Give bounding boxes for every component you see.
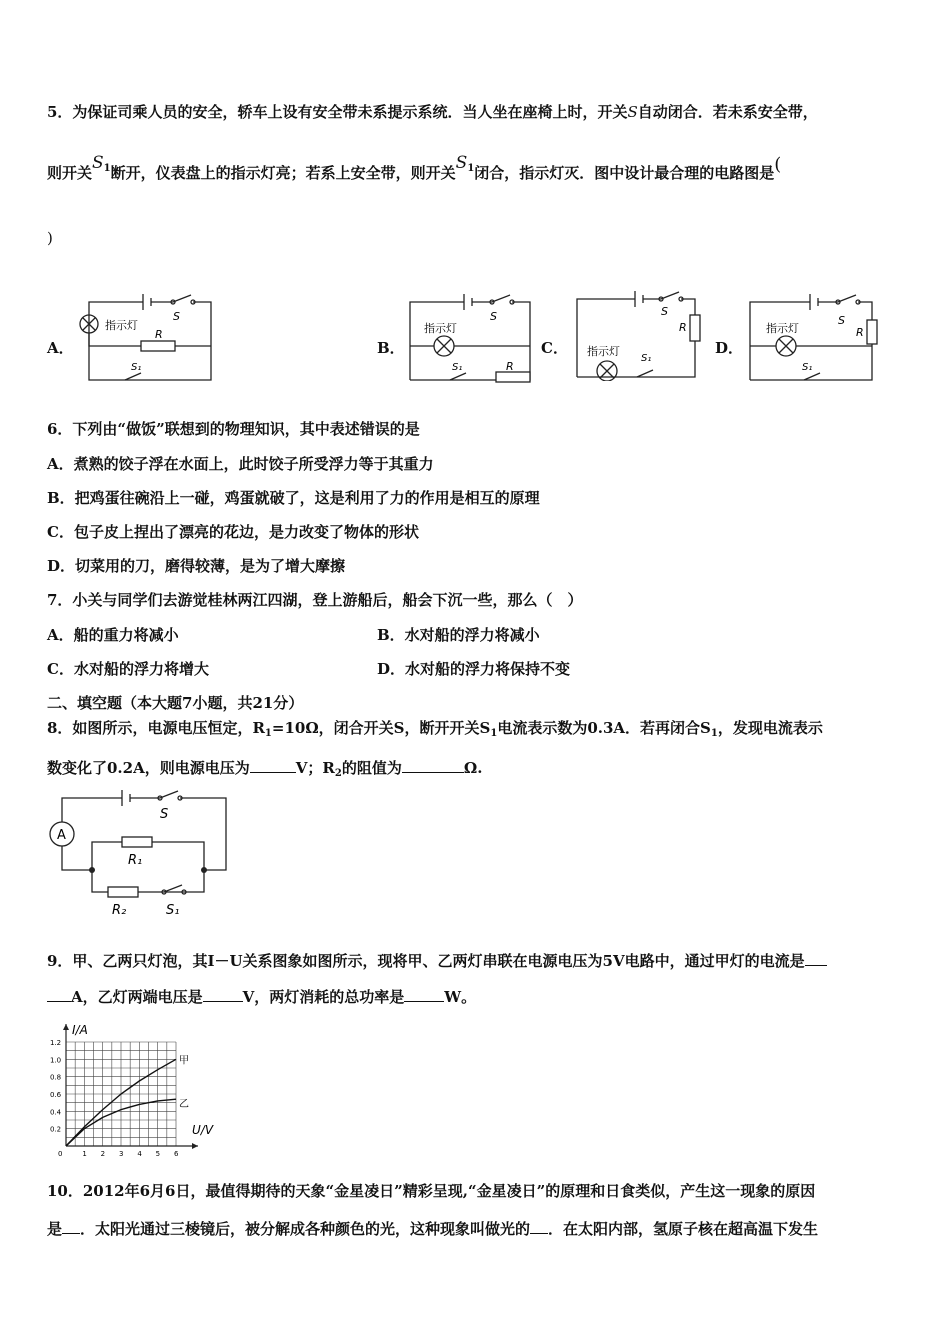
q8-s-label: S (160, 807, 169, 822)
q5-option-c-label: C． (541, 339, 568, 357)
q7-option-a: A．船的重力将减小 (47, 626, 179, 644)
q5-circuit-b (404, 292, 534, 384)
q9-y-tick-label: 1.2 (50, 1039, 62, 1047)
q5b-lamp-label: 指示灯 (424, 322, 457, 335)
q9-x-arrow (192, 1143, 198, 1149)
q9-x-tick-label: 1 (82, 1150, 87, 1158)
q5c-s-label: S (661, 305, 668, 318)
q8-ammeter-label: A (57, 828, 66, 843)
q8-circuit (44, 786, 244, 918)
q5a-s-label: S (173, 310, 180, 323)
q8-sub-r1: 1 (264, 728, 272, 739)
q6-option-a: A．煮熟的饺子浮在水面上，此时饺子所受浮力等于其重力 (47, 455, 434, 473)
q5-circuit-a (75, 292, 215, 384)
q9-y-tick-label: 1.0 (50, 1056, 62, 1065)
q9-iu-chart (44, 1016, 214, 1158)
q5b-s1-label: S₁ (452, 362, 463, 373)
q9-y-axis-label: I/A (72, 1023, 88, 1037)
q7-option-b: B．水对船的浮力将减小 (377, 626, 540, 644)
q5-text-2c: 闭合，指示灯灭．图中设计最合理的电路图是 (474, 164, 775, 182)
q5-paren-open: ( (774, 154, 782, 175)
q5d-lamp-label: 指示灯 (766, 322, 799, 335)
q8-blank-voltage[interactable] (250, 757, 296, 773)
q5d-r-label: R (856, 326, 864, 339)
q9-blank-voltage[interactable] (203, 986, 243, 1002)
q9-series-label-2: 乙 (179, 1099, 189, 1111)
q5-text-1b: 自动闭合．若未系安全带， (637, 103, 818, 121)
q5-text-2b: 断开，仪表盘上的指示灯亮；若系上安全带，则开关 (110, 164, 456, 182)
q8-text-2b: V；R (295, 759, 335, 777)
q5c-lamp-label: 指示灯 (587, 345, 620, 358)
q8-r1-label: R₁ (128, 853, 143, 868)
q6-option-b: B．把鸡蛋往碗沿上一碰，鸡蛋就破了，这是利用了力的作用是相互的原理 (47, 489, 540, 507)
q7-stem: 7．小关与同学们去游觉桂林两江四湖，登上游船后，船会下沉一些，那么（ ） (47, 591, 583, 609)
q9-text-2a: A，乙灯两端电压是 (71, 988, 203, 1006)
q8-blank-resistance[interactable] (402, 757, 464, 773)
q8-sub-r2: 2 (334, 768, 342, 779)
q5b-r-label: R (506, 360, 514, 373)
q5-circuit-c (573, 289, 703, 381)
q9-blank-current-b[interactable] (47, 986, 71, 1002)
q10-blank-phenomenon[interactable] (530, 1218, 548, 1234)
q8-text-2d: Ω. (463, 759, 483, 777)
q9-y-tick-label: 0.2 (50, 1125, 62, 1134)
q9-x-tick-label: 6 (174, 1150, 179, 1158)
q5-text-2a: 则开关 (47, 164, 93, 182)
q9-blank-power[interactable] (404, 986, 444, 1002)
q8-text-1a: 8．如图所示，电源电压恒定，R (47, 719, 265, 737)
q9-x-tick-label: 3 (119, 1150, 124, 1158)
q10-blank-reason[interactable] (62, 1218, 80, 1234)
q9-y-arrow (63, 1024, 69, 1030)
q8-sub-s1-a: 1 (490, 728, 498, 739)
q9-origin-label: 0 (58, 1150, 63, 1158)
q10-text-2c: ．在太阳内部，氢原子核在超高温下发生 (548, 1220, 819, 1238)
q8-text-2c: 的阻值为 (341, 759, 402, 777)
q8-text-1c: 电流表示数为0.3A．若再闭合S (497, 719, 711, 737)
q8-r2-label: R₂ (112, 903, 127, 918)
q8-s1-label: S₁ (166, 903, 180, 918)
q10-text-2a: 是 (47, 1220, 63, 1238)
q5a-s1-label: S₁ (131, 362, 142, 373)
q9-y-tick-label: 0.6 (50, 1091, 62, 1099)
q9-x-tick-label: 4 (137, 1150, 142, 1158)
q5-switch-s1-a: S (92, 153, 104, 173)
q5c-s1-label: S₁ (641, 353, 652, 364)
q5-switch-s1-b: S (455, 153, 468, 173)
q9-blank-current-a[interactable] (805, 950, 827, 966)
section-2-heading: 二、填空题（本大题7小题，共21分） (47, 694, 304, 712)
q8-text-1b: =10Ω，闭合开关S，断开开关S (271, 719, 491, 737)
q9-line2 (47, 986, 476, 1007)
q5a-r-label: R (155, 328, 163, 341)
q10-text-2b: ．太阳光通过三棱镜后，被分解成各种颜色的光，这种现象叫做光的 (80, 1220, 531, 1238)
q9-x-tick-label: 5 (155, 1150, 161, 1158)
q5a-lamp-label: 指示灯 (105, 319, 138, 332)
q10-line2 (47, 1218, 818, 1239)
q5-switch-s: S (627, 103, 638, 121)
q5-line1 (47, 102, 818, 122)
q5-circuit-d (744, 292, 880, 384)
q5-option-b-label: B． (377, 339, 405, 357)
q9-series-label-1: 甲 (179, 1055, 189, 1067)
q5d-s1-label: S₁ (802, 362, 813, 373)
q9-line1 (47, 950, 827, 971)
q5-option-d-label: D． (715, 339, 744, 357)
q5b-s-label: S (490, 310, 497, 323)
q5-text-1: 5．为保证司乘人员的安全，轿车上设有安全带未系提示系统．当人坐在座椅上时，开关 (47, 103, 628, 121)
q8-line1 (47, 718, 823, 744)
q10-line1: 10．2012年6月6日，最值得期待的天象“金星凌日”精彩呈现,“金星凌日”的原理和日食类似，产生这一现象的原因 (47, 1182, 816, 1200)
q8-text-2a: 数变化了0.2A，则电源电压为 (47, 759, 250, 777)
q9-text-1: 9．甲、乙两只灯泡，其I－U关系图象如图所示，现将甲、乙两灯串联在电源电压为5V电路中，通过甲灯的电流是 (47, 952, 805, 970)
q7-option-c: C．水对船的浮力将增大 (47, 660, 209, 678)
q8-sub-s1-b: 1 (710, 728, 718, 739)
q9-chart-marks (50, 1023, 214, 1158)
q5d-s-label: S (838, 314, 845, 327)
q5-option-a-label: A． (47, 339, 74, 357)
q7-option-d: D．水对船的浮力将保持不变 (377, 660, 571, 678)
q5-paren-close: ) (47, 229, 53, 247)
q5-switch-s1-b-sub: 1 (467, 163, 475, 174)
q5c-r-label: R (679, 321, 687, 334)
q9-text-2b: V，两灯消耗的总功率是 (242, 988, 405, 1006)
q9-y-tick-label: 0.8 (50, 1073, 62, 1082)
q9-x-tick-label: 2 (100, 1150, 106, 1158)
q6-option-d: D．切菜用的刀，磨得较薄，是为了增大摩擦 (47, 557, 346, 575)
q8-text-1d: ，发现电流表示 (717, 719, 823, 737)
q9-y-tick-label: 0.4 (50, 1108, 62, 1117)
q9-text-2c: W。 (444, 988, 477, 1006)
q5-line2 (47, 153, 782, 189)
q9-x-axis-label: U/V (192, 1123, 214, 1137)
q5-switch-s1-a-sub: 1 (103, 163, 111, 174)
q8-line2 (47, 757, 482, 784)
q6-stem: 6．下列由“做饭”联想到的物理知识，其中表述错误的是 (47, 420, 420, 438)
q6-option-c: C．包子皮上捏出了漂亮的花边，是力改变了物体的形状 (47, 523, 419, 541)
